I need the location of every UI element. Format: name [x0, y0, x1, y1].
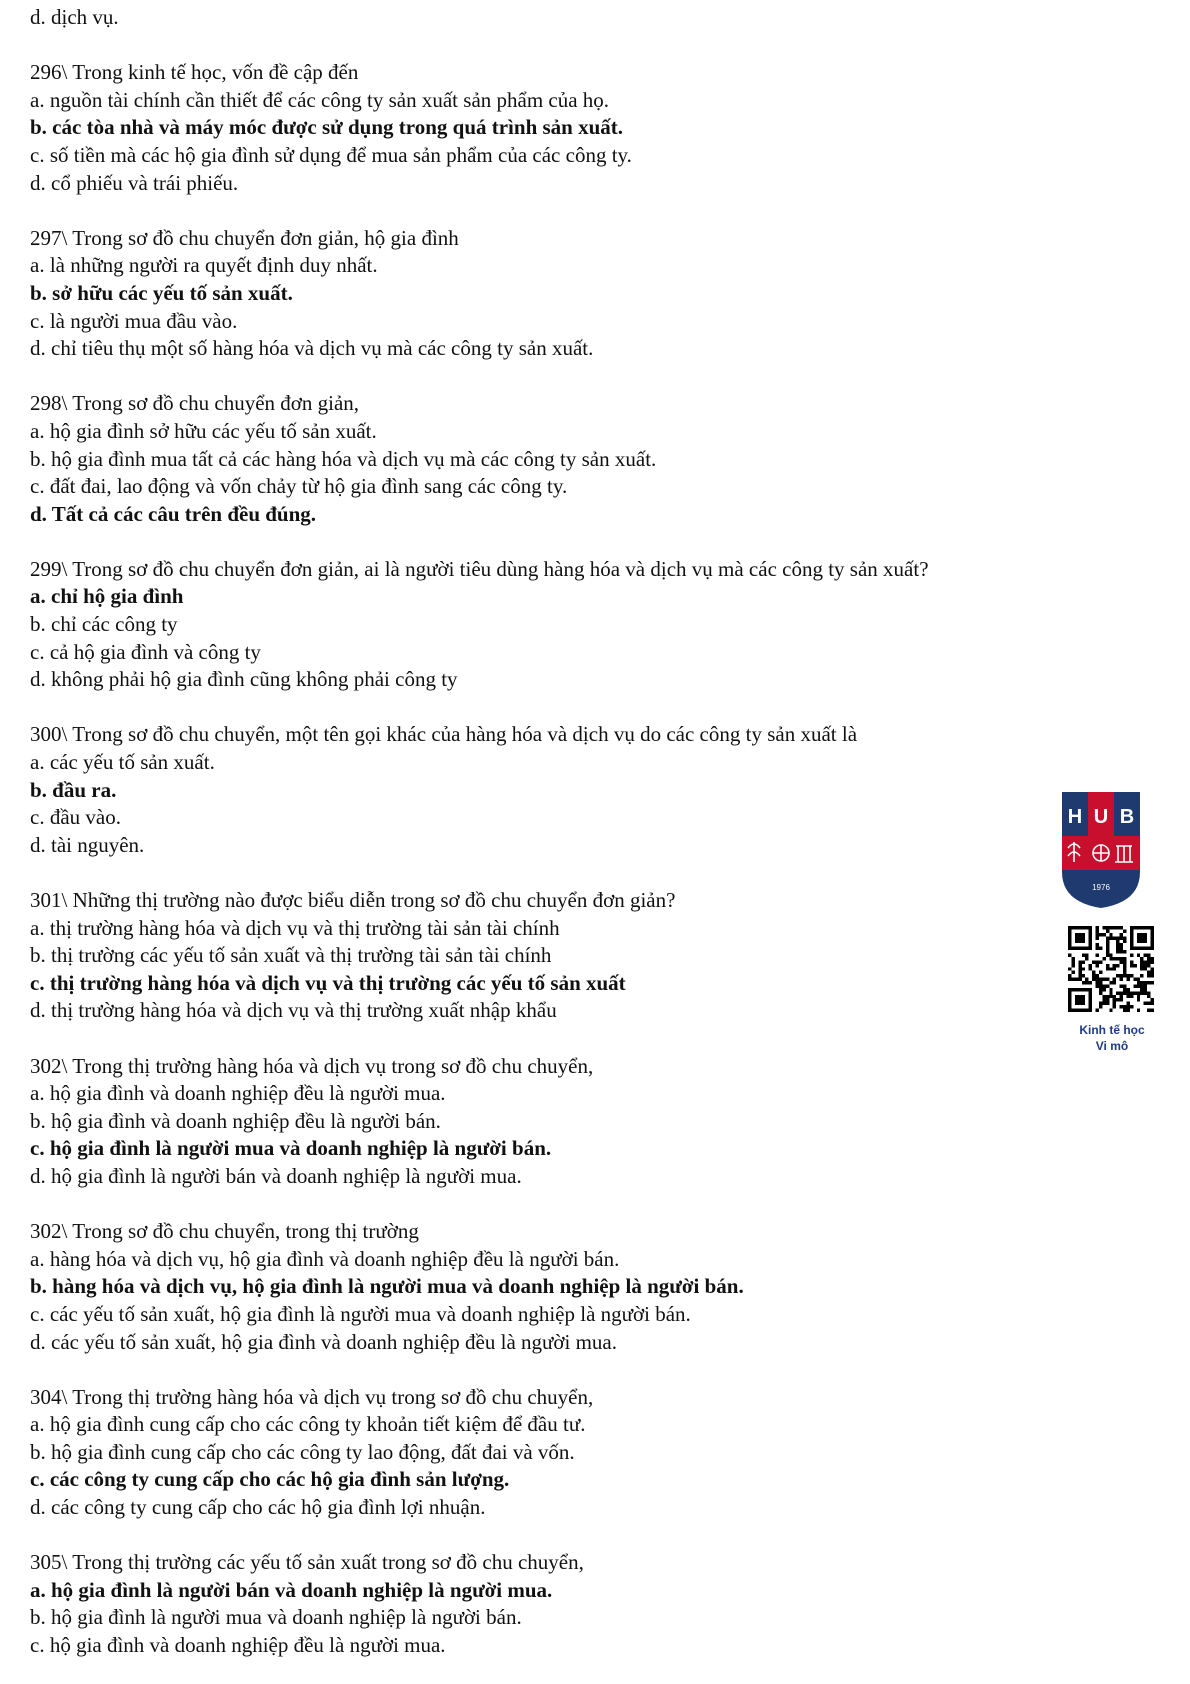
paragraph-spacer [30, 1191, 1110, 1219]
text-line: a. các yếu tố sản xuất. [30, 750, 215, 775]
text-line: 302\ Trong thị trường hàng hóa và dịch vụ trong sơ đồ chu chuyển, [30, 1053, 594, 1078]
text-line: a. thị trường hàng hóa và dịch vụ và thị trường tài sản tài chính [30, 915, 560, 940]
answer-line-correct: c. hộ gia đình là người mua và doanh nghiệp là người bán. [30, 1136, 552, 1161]
qr-caption-subtitle: Vi mô [1095, 1039, 1129, 1053]
text-line: d. thị trường hàng hóa và dịch vụ và thị trường xuất nhập khẩu [30, 998, 557, 1023]
paragraph-spacer [30, 694, 1110, 722]
text-line: d. hộ gia đình là người bán và doanh nghiệp là người mua. [30, 1163, 522, 1188]
hub-logo-icon [1060, 790, 1142, 910]
text-line: c. số tiền mà các hộ gia đình sử dụng để mua sản phẩm của các công ty. [30, 142, 632, 167]
text-line: c. là người mua đầu vào. [30, 308, 238, 333]
text-line: 299\ Trong sơ đồ chu chuyển đơn giản, ai là người tiêu dùng hàng hóa và dịch vụ mà các công ty sản xuất? [30, 556, 929, 581]
text-line: c. đầu vào. [30, 805, 121, 830]
text-line: b. thị trường các yếu tố sản xuất và thị trường tài sản tài chính [30, 943, 552, 968]
text-line: d. không phải hộ gia đình cũng không phải công ty [30, 667, 458, 692]
text-line: a. hộ gia đình cung cấp cho các công ty khoản tiết kiệm để đầu tư. [30, 1412, 586, 1437]
text-line: c. các yếu tố sản xuất, hộ gia đình là người mua và doanh nghiệp là người bán. [30, 1301, 691, 1326]
text-line: c. hộ gia đình và doanh nghiệp đều là người mua. [30, 1633, 446, 1658]
text-line: 296\ Trong kinh tế học, vốn đề cập đến [30, 60, 359, 85]
text-line: d. chỉ tiêu thụ một số hàng hóa và dịch vụ mà các công ty sản xuất. [30, 336, 594, 361]
logo-letter-b: B [1119, 806, 1135, 828]
logo-letter-u: U [1093, 806, 1109, 828]
text-line: d. dịch vụ. [30, 5, 119, 29]
text-line: b. chỉ các công ty [30, 612, 178, 637]
text-line: d. các yếu tố sản xuất, hộ gia đình và doanh nghiệp đều là người mua. [30, 1329, 618, 1354]
answer-line-correct: d. Tất cả các câu trên đều đúng. [30, 501, 317, 526]
text-line: 301\ Những thị trường nào được biểu diễn trong sơ đồ chu chuyển đơn giản? [30, 888, 676, 912]
text-line: a. là những người ra quyết định duy nhất. [30, 253, 378, 278]
text-line: b. hộ gia đình và doanh nghiệp đều là người bán. [30, 1108, 441, 1133]
qr-caption [1060, 1022, 1164, 1054]
paragraph-spacer [30, 528, 1110, 556]
paragraph-spacer [30, 1025, 1110, 1053]
text-line: d. cổ phiếu và trái phiếu. [30, 170, 239, 195]
text-line: 297\ Trong sơ đồ chu chuyển đơn giản, hộ gia đình [30, 225, 459, 250]
text-line: 302\ Trong sơ đồ chu chuyển, trong thị trường [30, 1219, 419, 1244]
text-line: 300\ Trong sơ đồ chu chuyển, một tên gọi khác của hàng hóa và dịch vụ do các công ty sản xuất là [30, 722, 858, 747]
qr-caption-title: Kinh tế học [1079, 1023, 1145, 1037]
text-line: d. các công ty cung cấp cho các hộ gia đình lợi nhuận. [30, 1495, 486, 1520]
answer-line-correct: c. thị trường hàng hóa và dịch vụ và thị trường các yếu tố sản xuất [30, 970, 626, 995]
text-line: b. hộ gia đình là người mua và doanh nghiệp là người bán. [30, 1605, 522, 1630]
paragraph-spacer [30, 1356, 1110, 1384]
text-line: d. tài nguyên. [30, 832, 145, 857]
answer-line-correct: a. hộ gia đình là người bán và doanh nghiệp là người mua. [30, 1577, 553, 1602]
paragraph-spacer [30, 859, 1110, 887]
question-list [30, 4, 1110, 1660]
text-line: a. nguồn tài chính cần thiết để các công ty sản xuất sản phẩm của họ. [30, 87, 610, 112]
text-line: a. hộ gia đình sở hữu các yếu tố sản xuất. [30, 418, 377, 443]
text-line: 305\ Trong thị trường các yếu tố sản xuất trong sơ đồ chu chuyển, [30, 1550, 584, 1575]
logo-letter-h: H [1067, 806, 1083, 828]
logo-year: 1976 [1092, 883, 1110, 892]
text-line: b. hộ gia đình mua tất cả các hàng hóa và dịch vụ mà các công ty sản xuất. [30, 446, 657, 471]
qr-code-icon [1068, 926, 1154, 1012]
answer-line-correct: c. các công ty cung cấp cho các hộ gia đình sản lượng. [30, 1467, 510, 1492]
answer-line-correct: b. hàng hóa và dịch vụ, hộ gia đình là người mua và doanh nghiệp là người bán. [30, 1274, 744, 1299]
answer-line-correct: a. chỉ hộ gia đình [30, 584, 184, 609]
paragraph-spacer [30, 197, 1110, 225]
text-line: 298\ Trong sơ đồ chu chuyển đơn giản, [30, 391, 360, 416]
paragraph-spacer [30, 32, 1110, 60]
paragraph-spacer [30, 1522, 1110, 1550]
answer-line-correct: b. đầu ra. [30, 777, 117, 802]
text-line: b. hộ gia đình cung cấp cho các công ty lao động, đất đai và vốn. [30, 1439, 575, 1464]
answer-line-correct: b. các tòa nhà và máy móc được sử dụng trong quá trình sản xuất. [30, 115, 624, 140]
answer-line-correct: b. sở hữu các yếu tố sản xuất. [30, 280, 293, 305]
text-line: 304\ Trong thị trường hàng hóa và dịch vụ trong sơ đồ chu chuyển, [30, 1384, 594, 1409]
text-line: a. hộ gia đình và doanh nghiệp đều là người mua. [30, 1081, 446, 1106]
paragraph-spacer [30, 363, 1110, 391]
text-line: a. hàng hóa và dịch vụ, hộ gia đình và doanh nghiệp đều là người bán. [30, 1246, 620, 1271]
text-line: c. cả hộ gia đình và công ty [30, 639, 261, 664]
text-line: c. đất đai, lao động và vốn chảy từ hộ gia đình sang các công ty. [30, 474, 568, 499]
